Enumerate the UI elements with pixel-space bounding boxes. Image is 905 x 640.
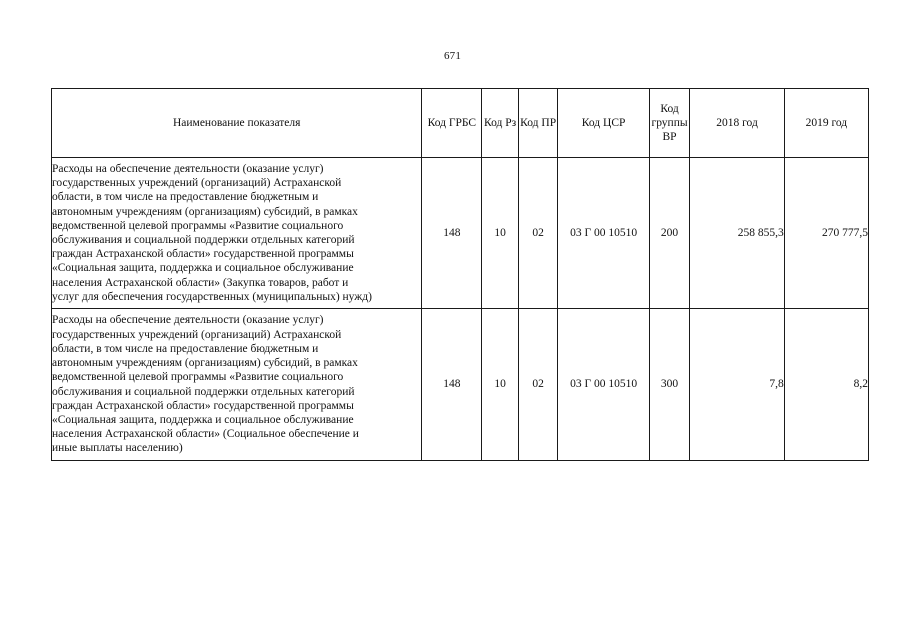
cell-grbs: 148 (422, 309, 482, 461)
header-vr: Код группы ВР (649, 89, 690, 158)
cell-vr: 300 (649, 309, 690, 461)
cell-name: Расходы на обеспечение деятельности (оказание услуг) государственных учреждений (организаций) Астраханской области, в том числе на предоставление бюджетным и автономным учреждениям (организациям) субсидий, в рамках ведомственной целевой программы «Развитие социального обслуживания и социальной поддержки отдельных категорий граждан Астраханской области» государственной программы «Социальная защита, поддержка и социальное обслуживание населения Астраханской области» (Закупка товаров, работ и услуг для обеспечения государственных (муниципальных) нужд) (52, 158, 422, 309)
cell-2019: 8,2 (784, 309, 868, 461)
cell-vr: 200 (649, 158, 690, 309)
table-row (52, 158, 869, 309)
header-rz: Код Рз (482, 89, 519, 158)
header-pr: Код ПР (518, 89, 558, 158)
cell-2018: 258 855,3 (690, 158, 784, 309)
page-number: 671 (443, 50, 462, 62)
cell-pr: 02 (518, 158, 558, 309)
cell-csr: 03 Г 00 10510 (558, 158, 649, 309)
header-2018: 2018 год (690, 89, 784, 158)
cell-grbs: 148 (422, 158, 482, 309)
cell-2019: 270 777,5 (784, 158, 868, 309)
cell-pr: 02 (518, 309, 558, 461)
table-row (52, 309, 869, 461)
header-row (52, 89, 869, 158)
budget-table (51, 88, 869, 461)
cell-name: Расходы на обеспечение деятельности (оказание услуг) государственных учреждений (организаций) Астраханской области, в том числе на предоставление бюджетным и автономным учреждениям (организациям) субсидий, в рамках ведомственной целевой программы «Развитие социального обслуживания и социальной поддержки отдельных категорий граждан Астраханской области» государственной программы «Социальная защита, поддержка и социальное обслуживание населения Астраханской области» (Социальное обеспечение и иные выплаты населению) (52, 309, 422, 461)
header-name: Наименование показателя (52, 89, 422, 158)
header-2019: 2019 год (784, 89, 868, 158)
table-header (52, 89, 869, 158)
cell-rz: 10 (482, 309, 519, 461)
cell-2018: 7,8 (690, 309, 784, 461)
header-csr: Код ЦСР (558, 89, 649, 158)
cell-rz: 10 (482, 158, 519, 309)
header-grbs: Код ГРБС (422, 89, 482, 158)
cell-csr: 03 Г 00 10510 (558, 309, 649, 461)
